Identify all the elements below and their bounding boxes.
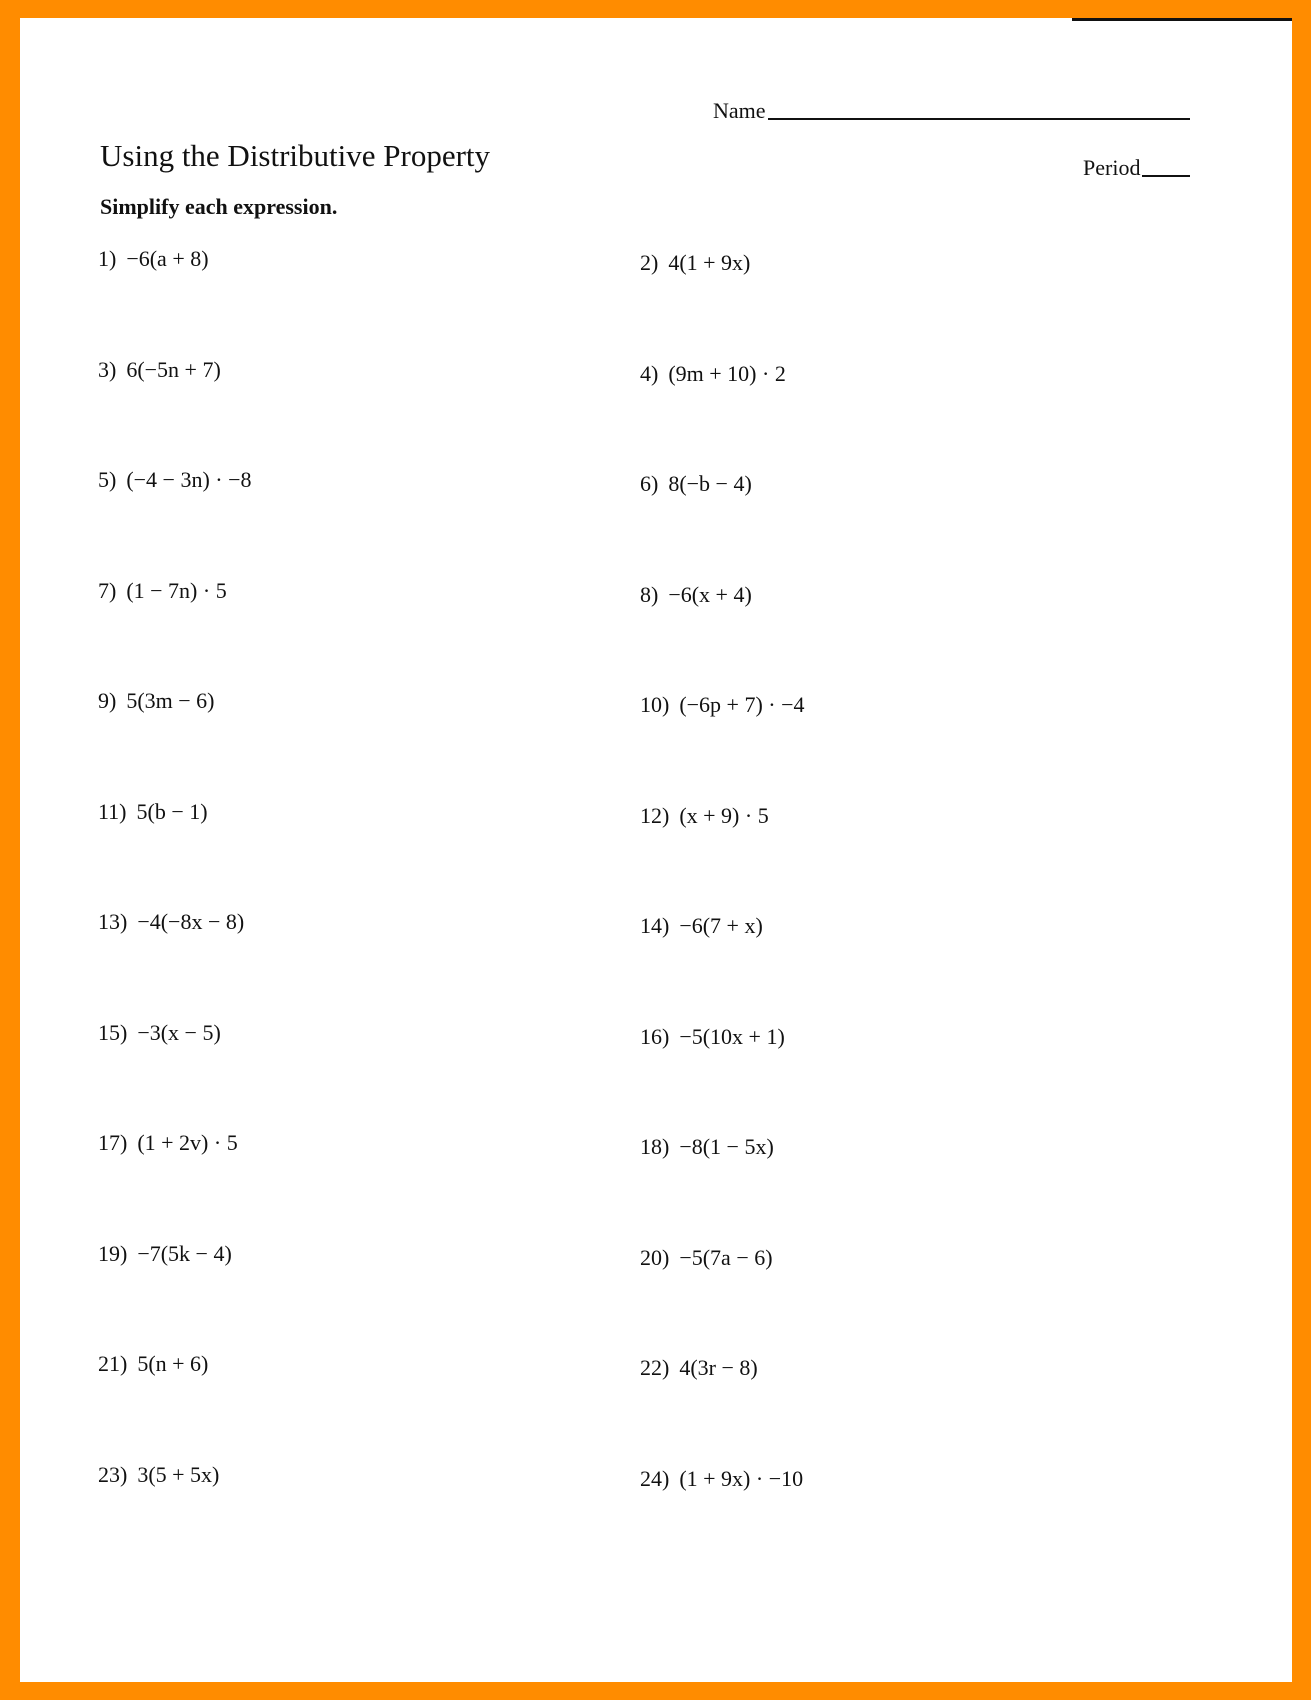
problem-expression: 5(b − 1)	[136, 798, 208, 824]
problem-expression: (1 + 9x) · −10	[679, 1465, 804, 1491]
problem-number: 17)	[98, 1130, 128, 1155]
problem-item	[98, 799, 208, 825]
problem-item	[98, 1241, 232, 1267]
worksheet-title: Using the Distributive Property	[100, 138, 491, 173]
problem-item	[98, 688, 215, 714]
problem-expression: 5(3m − 6)	[126, 688, 215, 713]
problem-number: 10)	[640, 692, 670, 717]
problem-item	[98, 467, 252, 493]
problem-expression: 3(5 + 5x)	[137, 1461, 220, 1487]
problem-item	[640, 250, 750, 276]
problem-number: 4)	[640, 360, 659, 386]
problem-number: 20)	[640, 1244, 670, 1270]
problem-expression: −5(10x + 1)	[679, 1023, 785, 1049]
problem-number: 9)	[98, 688, 117, 713]
problem-item	[640, 913, 763, 939]
problem-number: 13)	[98, 909, 128, 934]
problem-number: 6)	[640, 471, 659, 496]
name-blank-line	[768, 117, 1190, 120]
instructions: Simplify each expression.	[100, 194, 338, 219]
problem-item	[640, 1134, 774, 1160]
problem-expression: −6(7 + x)	[679, 913, 763, 938]
problem-item	[640, 582, 752, 608]
problem-number: 8)	[640, 581, 659, 607]
problem-expression: (1 − 7n) · 5	[126, 577, 227, 603]
top-rule	[1072, 18, 1292, 21]
problem-item	[640, 361, 786, 387]
problem-expression: (9m + 10) · 2	[668, 360, 786, 386]
problem-item	[98, 909, 244, 935]
period-field	[1083, 155, 1190, 181]
problem-expression: −5(7a − 6)	[679, 1244, 773, 1270]
problem-expression: (−6p + 7) · −4	[679, 692, 805, 717]
problem-item	[98, 357, 221, 383]
problem-number: 15)	[98, 1019, 128, 1045]
problem-item	[98, 1130, 238, 1156]
problem-expression: 4(1 + 9x)	[668, 250, 751, 275]
period-label: Period	[1083, 155, 1141, 180]
problem-number: 14)	[640, 913, 670, 938]
problem-number: 22)	[640, 1355, 670, 1380]
problem-item	[98, 1462, 219, 1488]
problem-number: 5)	[98, 467, 117, 492]
problem-item	[98, 578, 227, 604]
problem-expression: 5(n + 6)	[137, 1351, 209, 1376]
problem-expression: −3(x − 5)	[137, 1019, 221, 1045]
problem-item	[640, 803, 769, 829]
problem-number: 19)	[98, 1240, 128, 1266]
problem-item	[98, 246, 209, 272]
problem-item	[98, 1020, 221, 1046]
problem-number: 7)	[98, 577, 117, 603]
name-label: Name	[713, 98, 766, 123]
problem-expression: −6(a + 8)	[126, 246, 209, 271]
problem-number: 11)	[98, 798, 127, 824]
problem-item	[98, 1351, 208, 1377]
worksheet-page	[20, 18, 1292, 1682]
problem-item	[640, 1024, 785, 1050]
problem-number: 24)	[640, 1465, 670, 1491]
problem-expression: −6(x + 4)	[668, 581, 752, 607]
problem-number: 18)	[640, 1134, 670, 1159]
problem-expression: −4(−8x − 8)	[137, 909, 245, 934]
problem-expression: 6(−5n + 7)	[126, 356, 221, 382]
problem-expression: (1 + 2v) · 5	[137, 1130, 238, 1155]
problem-item	[640, 692, 805, 718]
problem-expression: 4(3r − 8)	[679, 1355, 758, 1380]
problem-expression: (−4 − 3n) · −8	[126, 467, 252, 492]
name-field	[713, 98, 1190, 124]
problem-number: 16)	[640, 1023, 670, 1049]
period-blank-line	[1142, 174, 1190, 177]
problem-number: 3)	[98, 356, 117, 382]
problem-item	[640, 1355, 758, 1381]
problem-number: 23)	[98, 1461, 128, 1487]
problem-item	[640, 1466, 803, 1492]
problem-expression: −8(1 − 5x)	[679, 1134, 774, 1159]
problem-expression: 8(−b − 4)	[668, 471, 752, 496]
problem-number: 21)	[98, 1351, 128, 1376]
problem-expression: (x + 9) · 5	[679, 802, 769, 828]
problem-expression: −7(5k − 4)	[137, 1240, 232, 1266]
problem-item	[640, 1245, 773, 1271]
problem-number: 1)	[98, 246, 117, 271]
problem-number: 2)	[640, 250, 659, 275]
problem-item	[640, 471, 752, 497]
problem-number: 12)	[640, 802, 670, 828]
